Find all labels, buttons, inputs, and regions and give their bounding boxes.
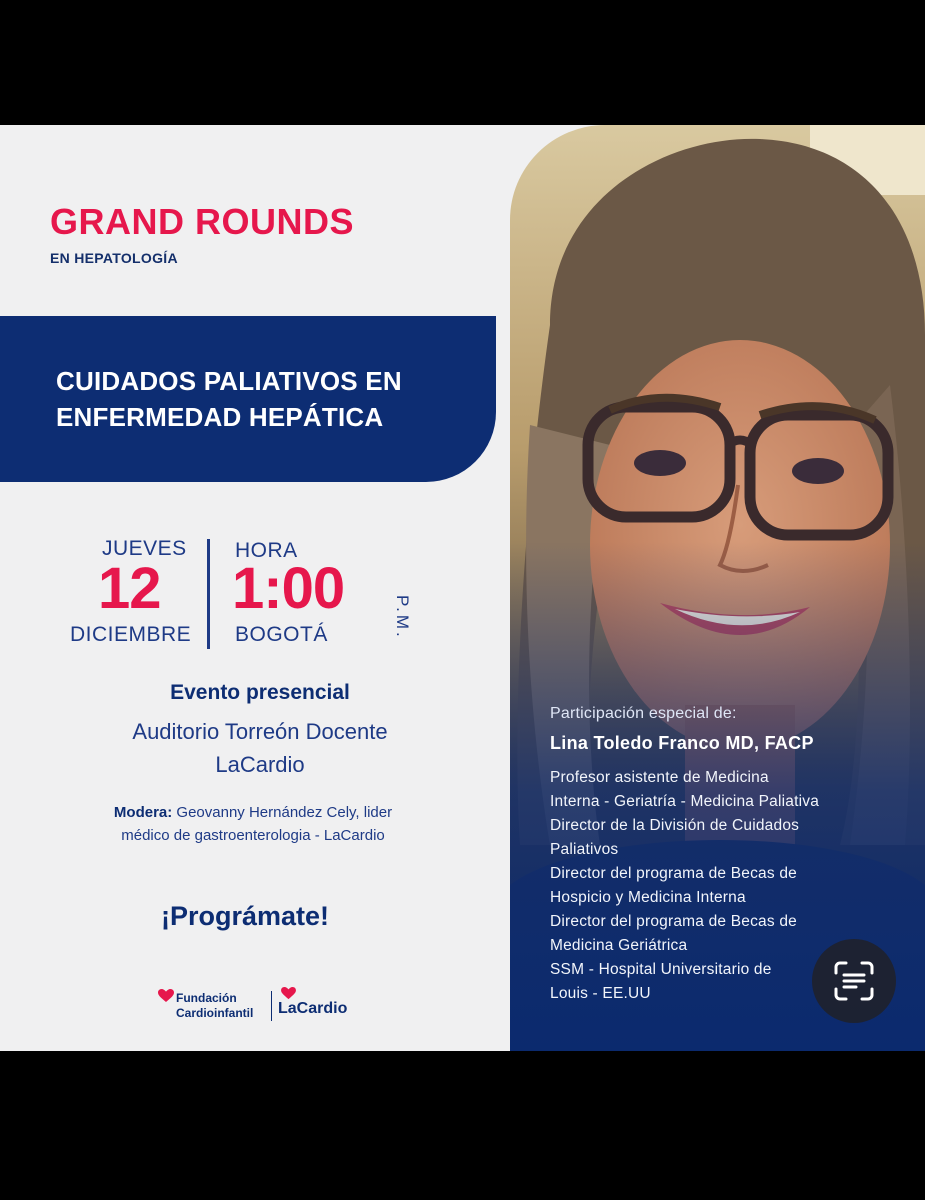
heart-icon-brand [281,987,296,1000]
city: BOGOTÁ [235,623,328,646]
event-venue [0,715,520,781]
credential-line: Director de la División de Cuidados [550,817,800,834]
credential-line: Profesor asistente de Medicina [550,769,769,786]
month: DICIEMBRE [70,623,192,646]
credential-line: Louis - EE.UU [550,985,651,1002]
credential-line: Medicina Geriátrica [550,937,688,954]
grand-rounds-subtitle: EN HEPATOLOGÍA [50,250,178,266]
logo-brand: LaCardio [278,1000,348,1017]
heart-icon [158,989,174,1003]
ampm-label: P.M. [393,595,412,640]
moderator-line-2: médico de gastroenterologia - LaCardio [121,827,385,844]
moderator-label: Modera: [113,804,173,821]
cta-text: ¡Prográmate! [160,901,330,931]
topic-banner [0,316,496,482]
schedule-block [60,537,440,652]
topic-title [0,363,496,435]
fundacion-cardioinfantil-logo [158,989,358,1025]
logo-divider [271,991,272,1021]
hour-value: 1:00 [232,556,345,621]
credential-line: SSM - Hospital Universitario de [550,961,772,978]
speaker-name: Lina Toledo Franco MD, FACP [550,733,814,753]
topic-line-2: ENFERMEDAD HEPÁTICA [56,402,384,432]
logo-org-line-1: Fundación [176,991,237,1005]
venue-line-2: LaCardio [215,752,305,777]
credential-line: Paliativos [550,841,619,858]
credential-line: Director del programa de Becas de [550,865,797,882]
scan-text-icon [832,959,876,1003]
event-poster [0,125,925,1051]
topic-line-1: CUIDADOS PALIATIVOS EN [56,366,402,396]
moderator-info [0,801,506,847]
speaker-intro: Participación especial de: [550,705,737,722]
day-name: JUEVES [102,537,187,560]
logo-org-line-2: Cardioinfantil [176,1006,254,1020]
credential-line: Director del programa de Becas de [550,913,797,930]
schedule-divider [207,539,210,649]
moderator-line-1: Geovanny Hernández Cely, lider [176,804,393,821]
day-number: 12 [98,556,161,621]
scan-text-button[interactable] [812,939,896,1023]
venue-line-1: Auditorio Torreón Docente [132,719,388,744]
event-type: Evento presencial [170,681,350,704]
credential-line: Hospicio y Medicina Interna [550,889,746,906]
grand-rounds-title: GRAND ROUNDS [50,201,355,242]
hour-label: HORA [235,539,298,562]
credential-line: Interna - Geriatría - Medicina Paliativa [550,793,820,810]
